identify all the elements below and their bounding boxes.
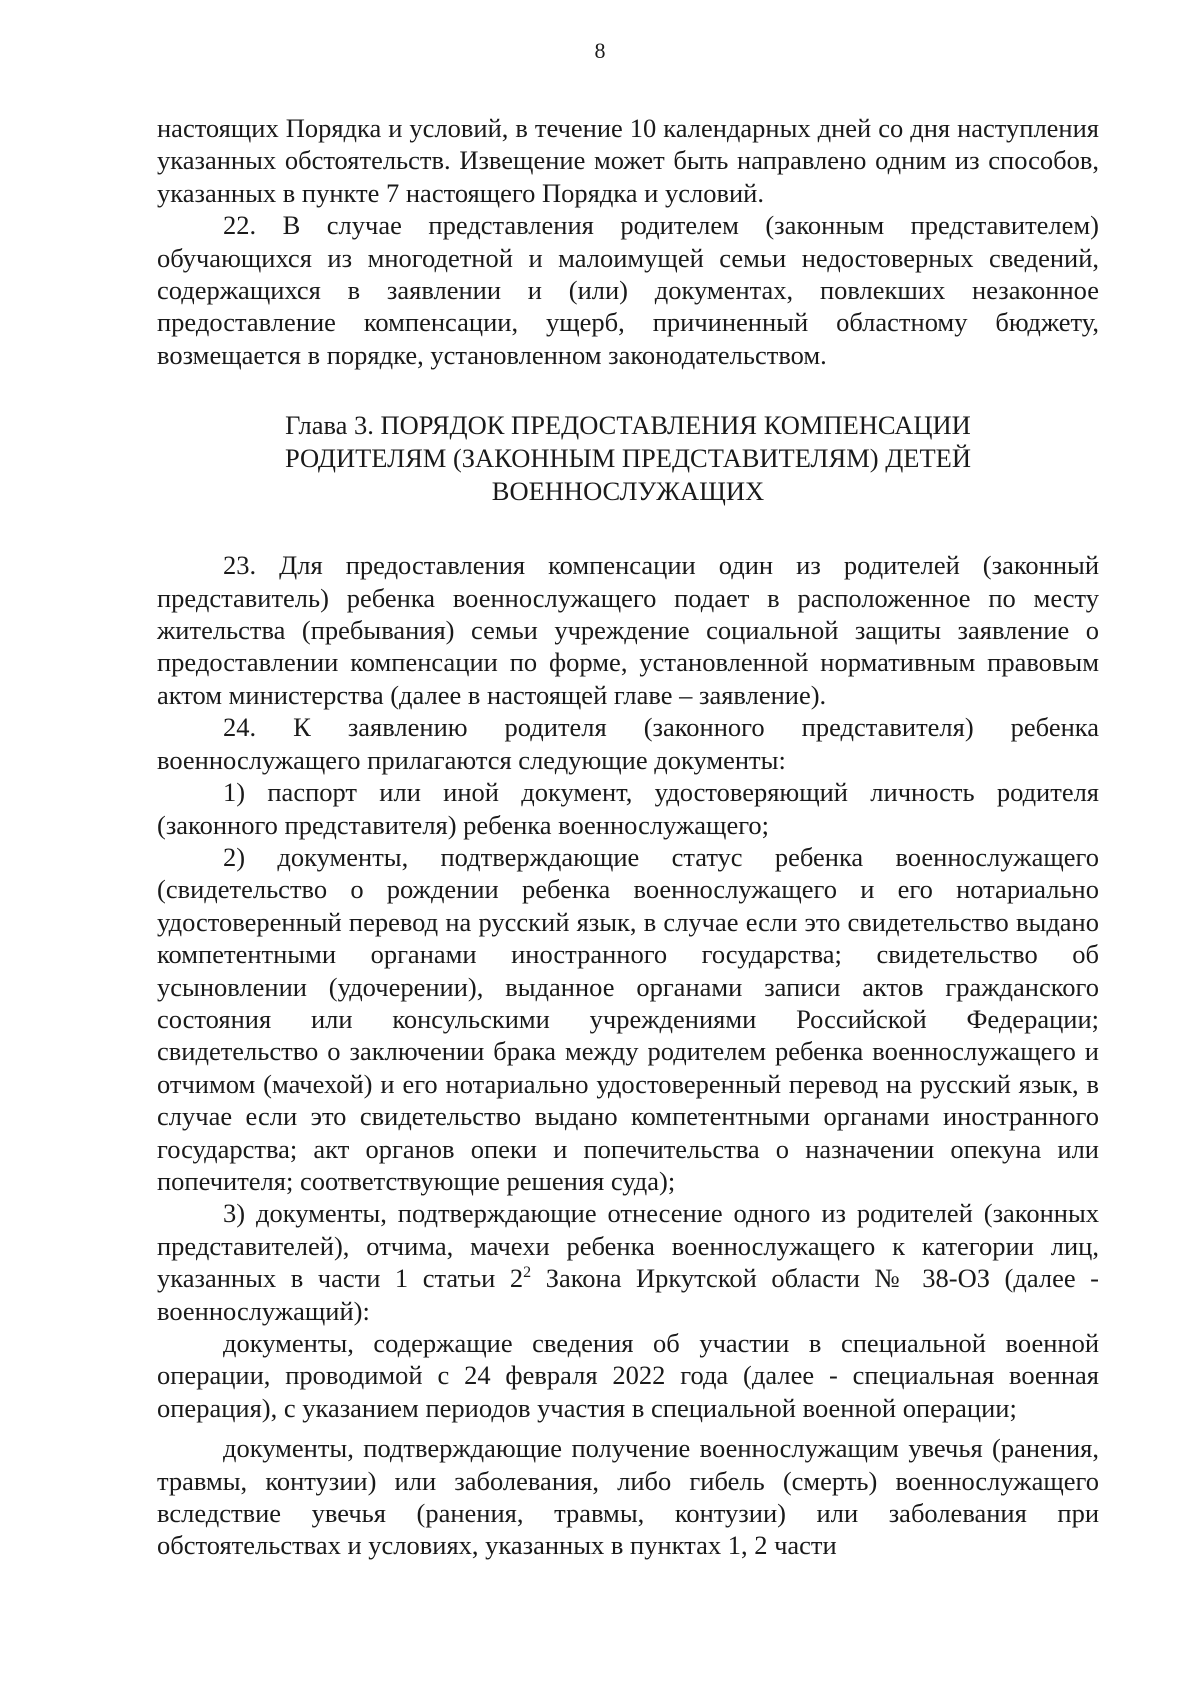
chapter-heading-line-3: ВОЕННОСЛУЖАЩИХ bbox=[491, 476, 765, 507]
chapter-heading-line-1: Глава 3. ПОРЯДОК ПРЕДОСТАВЛЕНИЯ КОМПЕНСАЦИИ bbox=[285, 410, 971, 441]
article-superscript: 2 bbox=[523, 1264, 532, 1282]
list-item-3-text-end: Закона Иркутской области № 38-ОЗ (далее - военнослужащий): bbox=[157, 1263, 1099, 1326]
chapter-heading bbox=[157, 409, 1099, 508]
list-item-1: 1) паспорт или иной документ, удостоверяющий личность родителя (законного представителя) ребенка военнослужащего; bbox=[157, 777, 1099, 840]
paragraph-24: 24. К заявлению родителя (законного представителя) ребенка военнослужащего прилагаются следующие документы: bbox=[157, 712, 1099, 775]
list-item-2: 2) документы, подтверждающие статус ребенка военнослужащего (свидетельство о рождении ребенка военнослужащего и его нотариально удостоверенный перевод на русский язык, в случае если это свидетельство выдано компетентными органами иностранного государства; свидетельство об усыновлении (удочерении), выданное органами записи актов гражданского состояния или консульскими учреждениями Российской Федерации; свидетельство о заключении брака между родителем ребенка военнослужащего и отчимом (мачехой) и его нотариально удостоверенный перевод на русский язык, в случае если это свидетельство выдано компетентными органами иностранного государства; акт органов опеки и попечительства о назначении опекуна или попечителя; соответствующие решения суда); bbox=[157, 841, 1099, 1196]
paragraph-22: 22. В случае представления родителем (законным представителем) обучающихся из многодетной и малоимущей семьи недостоверных сведений, содержащихся в заявлении и (или) документах, повлекших незаконное предоставление компенсации, ущерб, причиненный областному бюджету, возмещается в порядке, установленном законодательством. bbox=[157, 210, 1099, 370]
list-item-3 bbox=[157, 1197, 1099, 1327]
document-body bbox=[157, 112, 1099, 1562]
sub-item-injury-documents: документы, подтверждающие получение военнослужащим увечья (ранения, травмы, контузии) или заболевания, либо гибель (смерть) военнослужащего вследствие увечья (ранения, травмы, контузии) или заболевания при обстоятельствах и условиях, указанных в пунктах 1, 2 части bbox=[157, 1433, 1099, 1561]
chapter-heading-line-2: РОДИТЕЛЯМ (ЗАКОННЫМ ПРЕДСТАВИТЕЛЯМ) ДЕТЕЙ bbox=[284, 443, 971, 474]
list-item-3-text: 3) документы, подтверждающие отнесение одного из родителей (законных представителей), отчима, мачехи ребенка военнослужащего к категории лиц, указанных в части 1 статьи 2 bbox=[157, 1198, 1099, 1294]
page-number: 8 bbox=[594, 38, 606, 63]
paragraph-23: 23. Для предоставления компенсации один из родителей (законный представитель) ребенка военнослужащего подает в расположенное по месту жительства (пребывания) семьи учреждение социальной защиты заявление о предоставлении компенсации по форме, установленной нормативным правовым актом министерства (далее в настоящей главе – заявление). bbox=[157, 550, 1099, 710]
paragraph-21-continuation: настоящих Порядка и условий, в течение 10 календарных дней со дня наступления указанных обстоятельств. Извещение может быть направлено одним из способов, указанных в пункте 7 настоящего Порядка и условий. bbox=[157, 113, 1099, 208]
sub-item-participation-documents: документы, содержащие сведения об участии в специальной военной операции, проводимой с 24 февраля 2022 года (далее - специальная военная операция), с указанием периодов участия в специальной военной операции; bbox=[157, 1328, 1099, 1423]
